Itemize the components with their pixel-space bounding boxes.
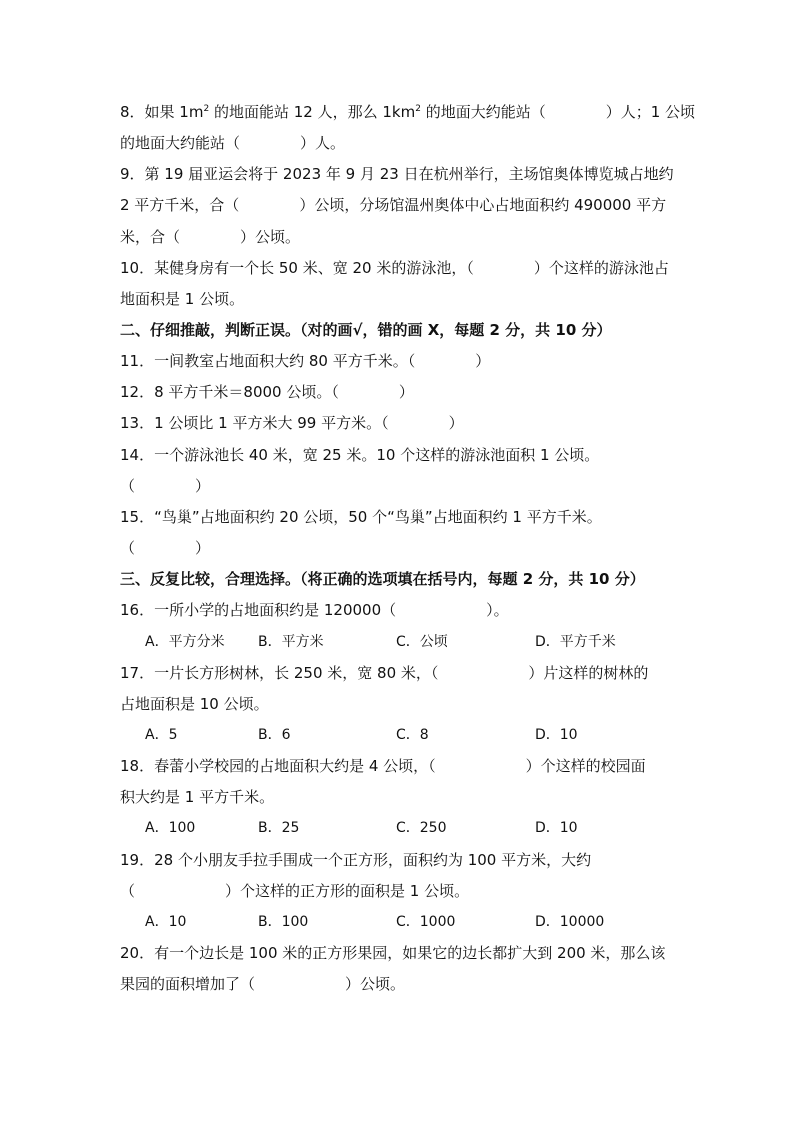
question-9-line-2: 2 平方千米，合（ ）公顷，分场馆温州奥体中心占地面积约 490000 平方 [120,196,667,214]
question-17-option-c: C．8 [396,727,429,743]
question-16-option-d: D．平方千米 [535,634,616,650]
question-17-option-d: D．10 [535,727,578,743]
question-12: 12．8 平方千米＝8000 公顷。（ ） [120,383,414,401]
question-8-line-1: 8．如果 $1m^2$ 的地面能站 12 人，那么 $1km^2$ 的地面大约能站（ ）人；1 公顷 [120,103,696,121]
question-10-line-2: 地面积是 1 公顷。 [120,290,245,308]
question-20-line-2: 果园的面积增加了（ ）公顷。 [120,975,406,993]
question-18-option-c: C．250 [396,820,447,836]
question-17-option-a: A．5 [145,727,178,743]
question-17-line-1: 17．一片长方形树林，长 250 米，宽 80 米，（ ）片这样的树林的 [120,664,649,682]
question-9-line-3: 米，合（ ）公顷。 [120,228,301,246]
question-15-answer-blank: （ ） [120,539,211,557]
question-19-option-b: B．100 [258,914,309,930]
question-11: 11．一间教室占地面积大约 80 平方千米。（ ） [120,352,491,370]
section-2-heading: 二、仔细推敲，判断正误。（对的画√，错的画 X，每题 2 分，共 10 分） [120,321,612,339]
question-19-line-1: 19．28 个小朋友手拉手围成一个正方形，面积约为 100 平方米，大约 [120,851,592,869]
question-19-line-2: （ ）个这样的正方形的面积是 1 公顷。 [120,882,470,900]
question-14-line-1: 14．一个游泳池长 40 米，宽 25 米。10 个这样的游泳池面积 1 公顷。 [120,446,600,464]
question-19-option-c: C．1000 [396,914,456,930]
question-18-line-2: 积大约是 1 平方千米。 [120,788,275,806]
question-16-option-c: C．公顷 [396,634,448,650]
question-13: 13．1 公顷比 1 平方米大 99 平方米。（ ） [120,414,464,432]
question-18-option-b: B．25 [258,820,300,836]
question-16-option-a: A．平方分米 [145,634,225,650]
question-18-option-a: A．100 [145,820,196,836]
question-15-line-1: 15．“鸟巢”占地面积约 20 公顷，50 个“鸟巢”占地面积约 1 平方千米。 [120,508,602,526]
question-18-line-1: 18．春蕾小学校园的占地面积大约是 4 公顷，（ ）个这样的校园面 [120,757,646,775]
question-8-line-2: 的地面大约能站（ ）人。 [120,134,346,152]
question-16-line-1: 16．一所小学的占地面积约是 120000（ ）。 [120,601,509,619]
question-10-line-1: 10．某健身房有一个长 50 米、宽 20 米的游泳池，（ ）个这样的游泳池占 [120,259,669,277]
question-17-line-2: 占地面积是 10 公顷。 [120,695,269,713]
question-17-option-b: B．6 [258,727,291,743]
question-19-option-a: A．10 [145,914,187,930]
question-18-option-d: D．10 [535,820,578,836]
question-9-line-1: 9．第 19 届亚运会将于 2023 年 9 月 23 日在杭州举行，主场馆奥体博览城占地约 [120,165,674,183]
question-20-line-1: 20．有一个边长是 100 米的正方形果园，如果它的边长都扩大到 200 米，那么该 [120,944,666,962]
section-3-heading: 三、反复比较，合理选择。（将正确的选项填在括号内，每题 2 分，共 10 分） [120,570,645,588]
question-19-option-d: D．10000 [535,914,605,930]
question-16-option-b: B．平方米 [258,634,324,650]
question-14-answer-blank: （ ） [120,477,211,495]
